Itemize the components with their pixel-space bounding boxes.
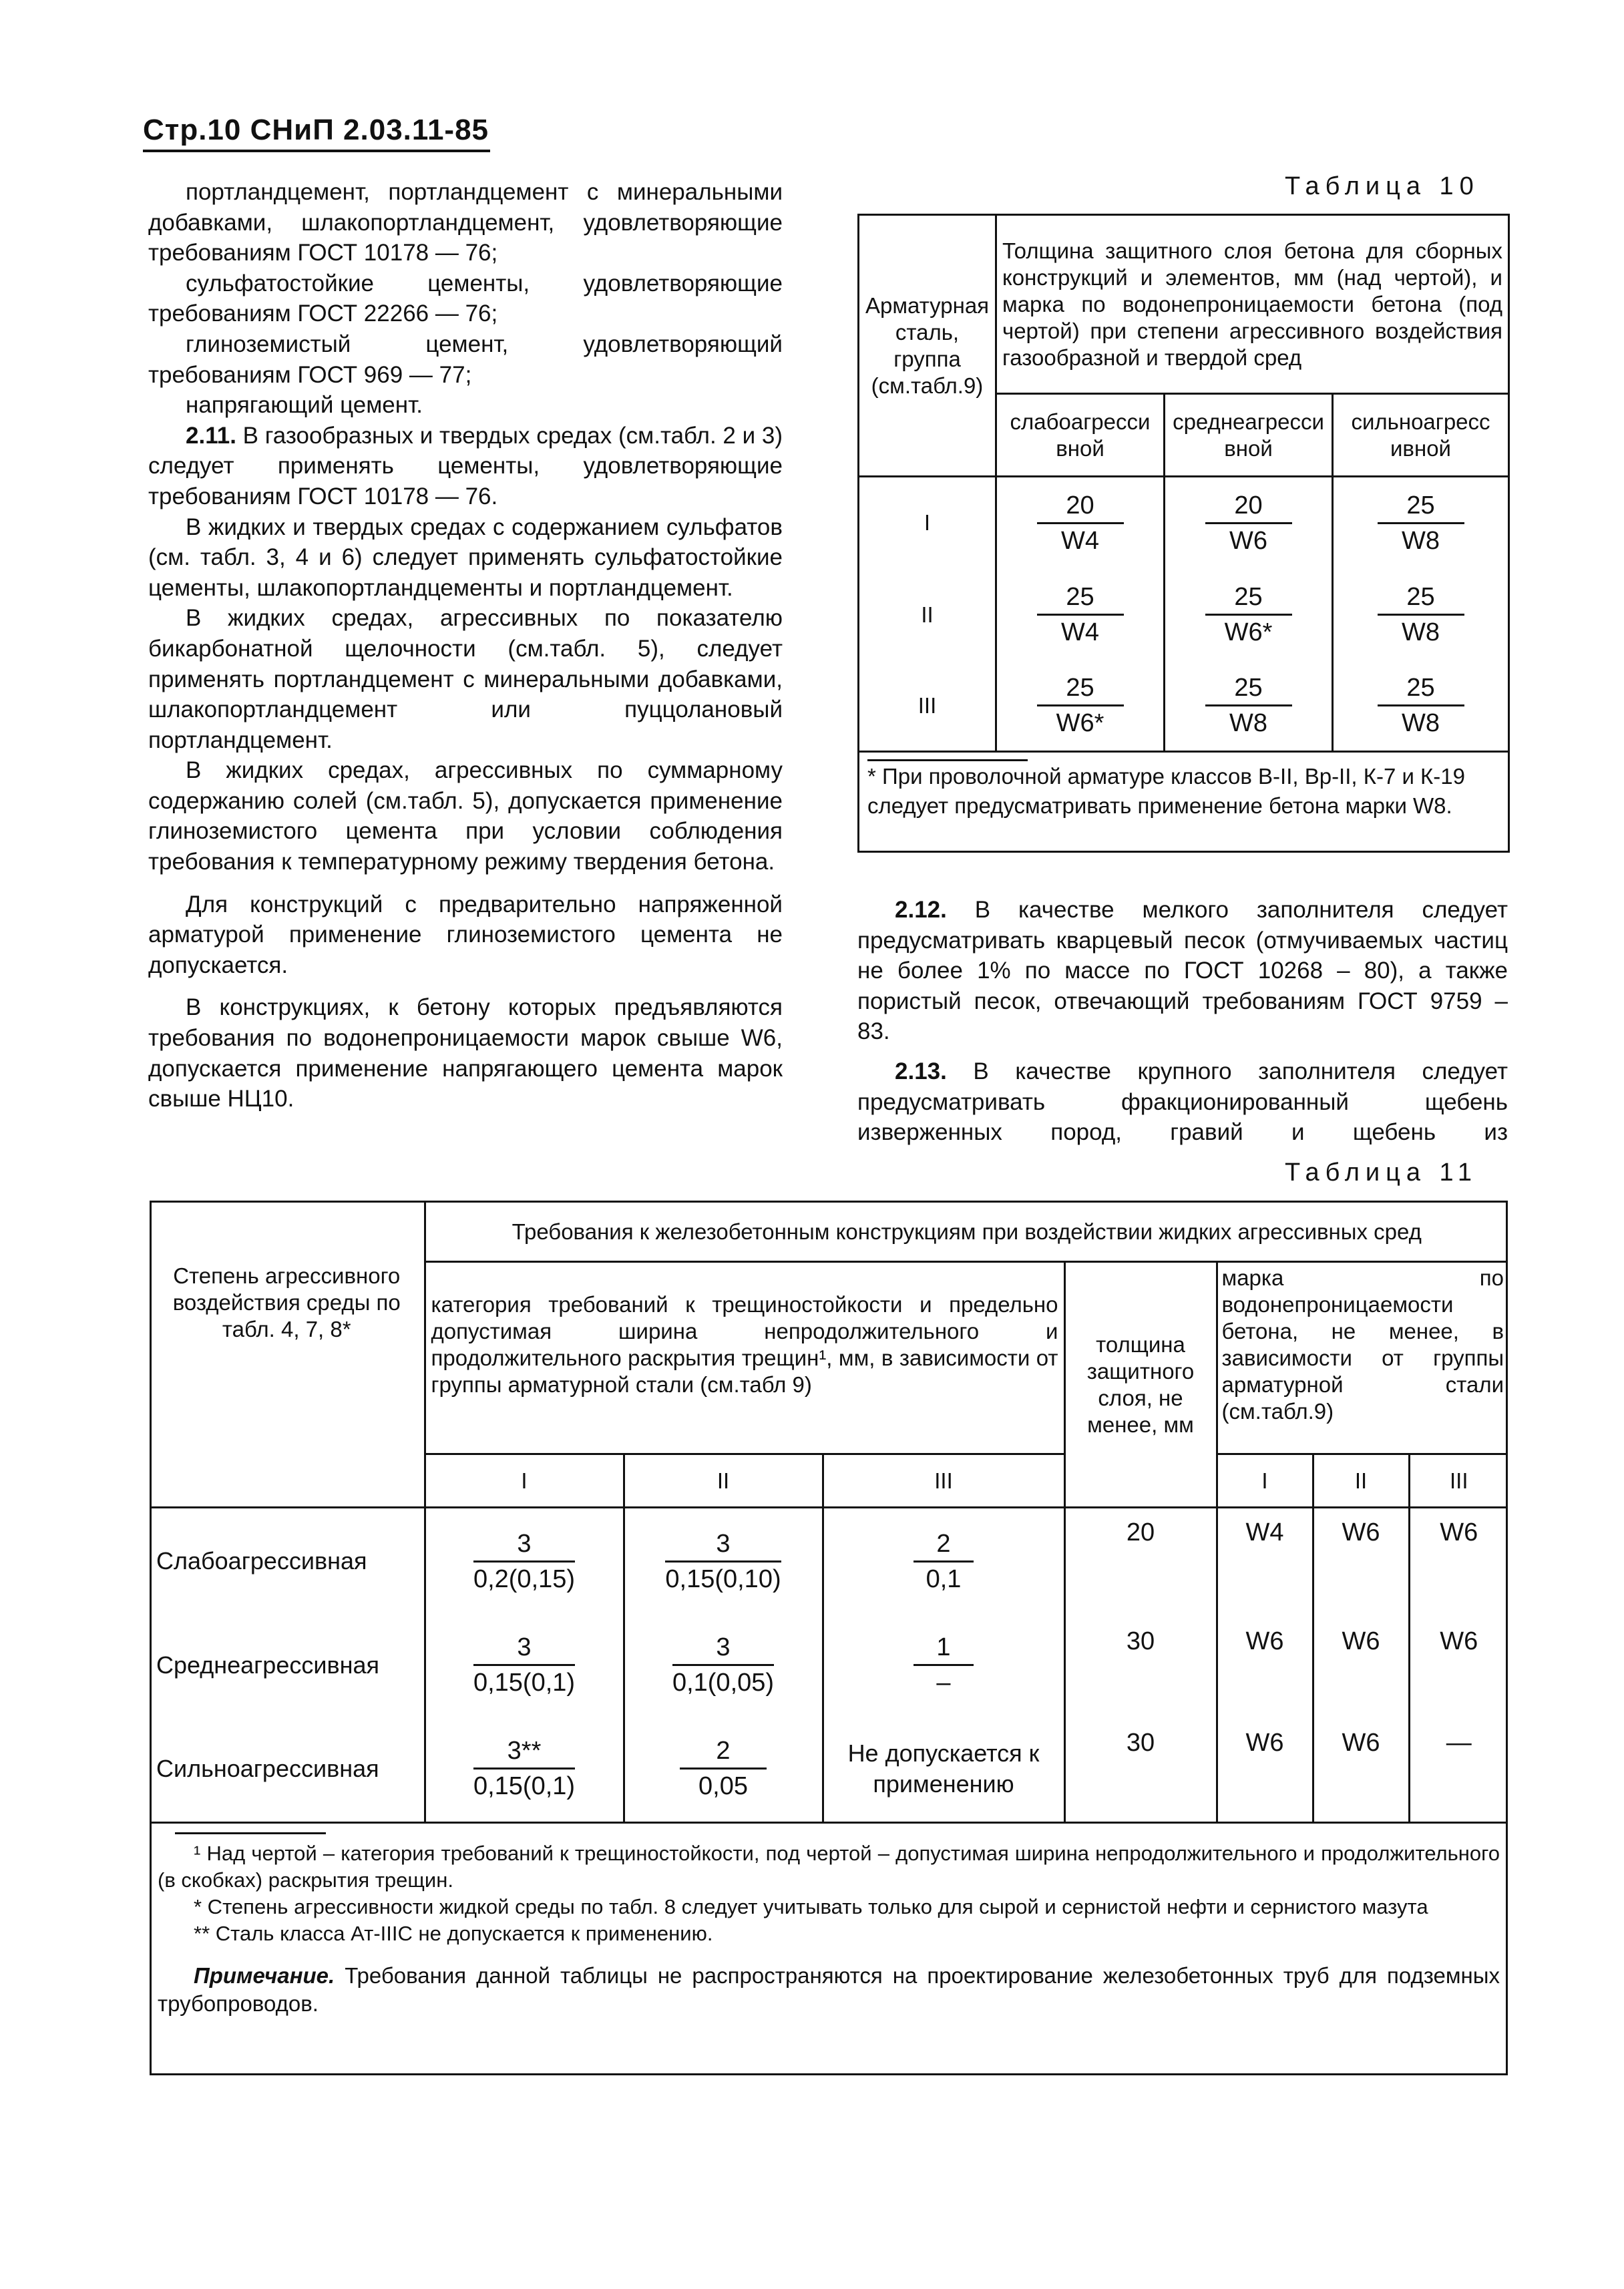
paragraph: глиноземистый цемент, удовлетворяющий требованиям ГОСТ 969 — 77;	[148, 331, 783, 388]
fraction: $\frac{3}{0,15(0,1)}$	[473, 1631, 575, 1699]
clause-number: 2.12.	[895, 897, 947, 923]
fraction: $\frac{3**}{0,15(0,1)}$	[473, 1734, 575, 1803]
paragraph: В жидких средах, агрессивных по суммарному содержанию солей (см.табл. 5), допускается применение глиноземистого цемента при условии соблюдения требования к температурному режиму твердения бетона.	[148, 757, 783, 875]
paragraph: напрягающий цемент.	[186, 392, 423, 419]
table-10-subhead: сильноагрессивной	[1333, 394, 1509, 477]
table-11-footnote: ¹ Над чертой – категория требований к трещиностойкости, под чертой – допустимая ширина непродолжительного и продолжительного (в скобках) раскрытия трещин.	[158, 1842, 1500, 1892]
paragraph: В конструкциях, к бетону которых предъявляются требования по водонепроницаемости марок свыше W6, допускается применение напрягающего цемента марок свыше НЦ10.	[148, 994, 783, 1112]
table-11-cover: 30	[1064, 1716, 1217, 1823]
table-11-row-name: Сильноагрессивная	[150, 1716, 425, 1823]
table-10-group: III	[859, 661, 996, 752]
clause-2-13	[857, 1056, 1508, 1148]
page-header: Стр.10 СНиП 2.03.11-85	[143, 114, 489, 146]
table-10-group: I	[859, 477, 996, 569]
table-10	[857, 214, 1510, 853]
table-11-group: III	[1409, 1454, 1508, 1508]
table-10-subhead: среднеагрессивной	[1165, 394, 1333, 477]
table-11-grade: W6	[1313, 1716, 1409, 1823]
table-11	[150, 1201, 1508, 1824]
fraction: 1 –	[914, 1631, 974, 1699]
clause-2-12	[857, 895, 1508, 1047]
header-underline	[143, 150, 490, 152]
table-11-footnotes	[158, 1840, 1500, 2018]
clause-number: 2.13.	[895, 1058, 947, 1084]
table-11-note	[158, 1962, 1500, 2018]
table-11-group: I	[1217, 1454, 1313, 1508]
clause-text: В качестве крупного заполнителя следует предусматривать фракционированный щебень изверженных пород, гравий и щебень из	[857, 1058, 1508, 1146]
table-10-header: Толщина защитного слоя бетона для сборных конструкций и элементов, мм (над чертой), и марка по водонепроницаемости бетона (под чертой) при степени агрессивного воздействия газообразной и твердой сред	[996, 215, 1509, 394]
clause-text: В газообразных и твердых средах (см.табл. 2 и 3) следует применять цементы, удовлетворяющие требованиям ГОСТ 10178 — 76.	[148, 422, 783, 509]
table-10-subhead: слабоагрессивной	[996, 394, 1165, 477]
paragraph: В жидких средах, агрессивных по показателю бикарбонатной щелочности (см.табл. 5), следует применять портландцемент с минеральными добавками, шлакопортландцемент или пуццолановый портландцемент.	[148, 605, 783, 753]
table-10-col-head: Арматурная сталь, группа (см.табл.9)	[859, 215, 996, 477]
note-text: Требования данной таблицы не распространяются на проектирование железобетонных труб для подземных трубопроводов.	[158, 1963, 1500, 2016]
table-11-grade: W6	[1217, 1615, 1313, 1716]
fraction: $\frac{25}{W8}$	[1378, 671, 1464, 740]
fraction: $\frac{3}{0,15(0,10)}$	[665, 1527, 781, 1596]
table-10-footnote: * При проволочной арматуре классов В-II, Вр-II, К-7 и К-19 следует предусматривать применение бетона марки W8.	[867, 764, 1465, 818]
table-10-group: II	[859, 569, 996, 661]
table-11-not-allowed: Не допускается к применению	[823, 1716, 1064, 1823]
fraction: $\frac{20}{W4}$	[1037, 489, 1124, 558]
table-11-group: III	[823, 1454, 1064, 1508]
table-11-footnote-rule	[175, 1832, 326, 1834]
clause-number: 2.11.	[186, 422, 236, 449]
table-11-subhead-cracks: категория требований к трещиностойкости и предельно допустимая ширина непродолжительного и продолжительного раскрытия трещин¹, мм, в зависимости от группы арматурной стали (см.табл 9)	[425, 1262, 1064, 1454]
table-11-group: II	[1313, 1454, 1409, 1508]
table-11-col-head: Степень агрессивного воздействия среды по табл. 4, 7, 8*	[150, 1202, 425, 1508]
table-11-grade: —	[1409, 1716, 1508, 1823]
note-label: Примечание.	[194, 1963, 335, 1988]
table-11-footnote: * Степень агрессивности жидкой среды по табл. 8 следует учитывать только для сырой и сернистой нефти и сернистого мазута	[194, 1895, 1428, 1918]
paragraph: В жидких и твердых средах с содержанием сульфатов (см. табл. 3, 4 и 6) следует применять сульфатостойкие цементы, шлакопортландцементы и портландцемент.	[148, 513, 783, 601]
fraction: $\frac{3}{0,1(0,05)}$	[672, 1631, 774, 1699]
left-column	[148, 177, 783, 1114]
table-11-grade: W6	[1313, 1615, 1409, 1716]
table-11-subhead-cover: толщина защитного слоя, не менее, мм	[1064, 1262, 1217, 1508]
table-11-group: I	[425, 1454, 624, 1508]
fraction: $\frac{25}{W8}$	[1378, 580, 1464, 649]
table-11-header: Требования к железобетонным конструкциям при воздействии жидких агрессивных сред	[425, 1202, 1508, 1262]
table-10-footnote-cell	[859, 752, 1509, 852]
fraction: $\frac{25}{W8}$	[1205, 671, 1292, 740]
table-11-grade: W6	[1217, 1716, 1313, 1823]
fraction: $\frac{25}{W8}$	[1378, 489, 1464, 558]
table-10-caption: Таблица 10	[1285, 172, 1480, 200]
fraction: $\frac{20}{W6}$	[1205, 489, 1292, 558]
table-11-row-name: Слабоагрессивная	[150, 1508, 425, 1615]
table-11-grade: W6	[1409, 1615, 1508, 1716]
fraction: $\frac{25}{W6*}$	[1037, 671, 1124, 740]
clause-text: В качестве мелкого заполнителя следует предусматривать кварцевый песок (отмучиваемых частиц не более 1% по массе по ГОСТ 10268 – 80), а также пористый песок, отвечающий требованиям ГОСТ 9759 – 83.	[857, 897, 1508, 1045]
fraction: $\frac{3}{0,2(0,15)}$	[473, 1527, 575, 1596]
fraction: $\frac{25}{W6*}$	[1205, 580, 1292, 649]
fraction: $\frac{2}{0,05}$	[680, 1734, 767, 1803]
right-column	[857, 895, 1508, 1148]
table-11-grade: W6	[1409, 1508, 1508, 1615]
paragraph: портландцемент, портландцемент с минеральными добавками, шлакопортландцемент, удовлетворяющие требованиям ГОСТ 10178 — 76;	[148, 179, 783, 266]
table-11-cover: 30	[1064, 1615, 1217, 1716]
table-11-grade: W4	[1217, 1508, 1313, 1615]
paragraph: Для конструкций с предварительно напряженной арматурой применение глиноземистого цемента не допускается.	[148, 891, 783, 978]
table-11-caption: Таблица 11	[1285, 1159, 1478, 1187]
clause-2-11	[148, 421, 783, 512]
table-11-row-name: Среднеагрессивная	[150, 1615, 425, 1716]
table-11-subhead-grade: марка по водонепроницаемости бетона, не менее, в зависимости от группы арматурной стали (см.табл.9)	[1217, 1262, 1508, 1454]
table-11-cover: 20	[1064, 1508, 1217, 1615]
table-11-group: II	[624, 1454, 823, 1508]
fraction: $\frac{2}{0,1}$	[914, 1527, 974, 1596]
paragraph: сульфатостойкие цементы, удовлетворяющие требованиям ГОСТ 22266 — 76;	[148, 270, 783, 327]
footnote-rule	[867, 759, 1028, 761]
fraction: $\frac{25}{W4}$	[1037, 580, 1124, 649]
table-11-grade: W6	[1313, 1508, 1409, 1615]
table-11-footnote: ** Сталь класса Ат-IIIC не допускается к применению.	[194, 1922, 713, 1945]
